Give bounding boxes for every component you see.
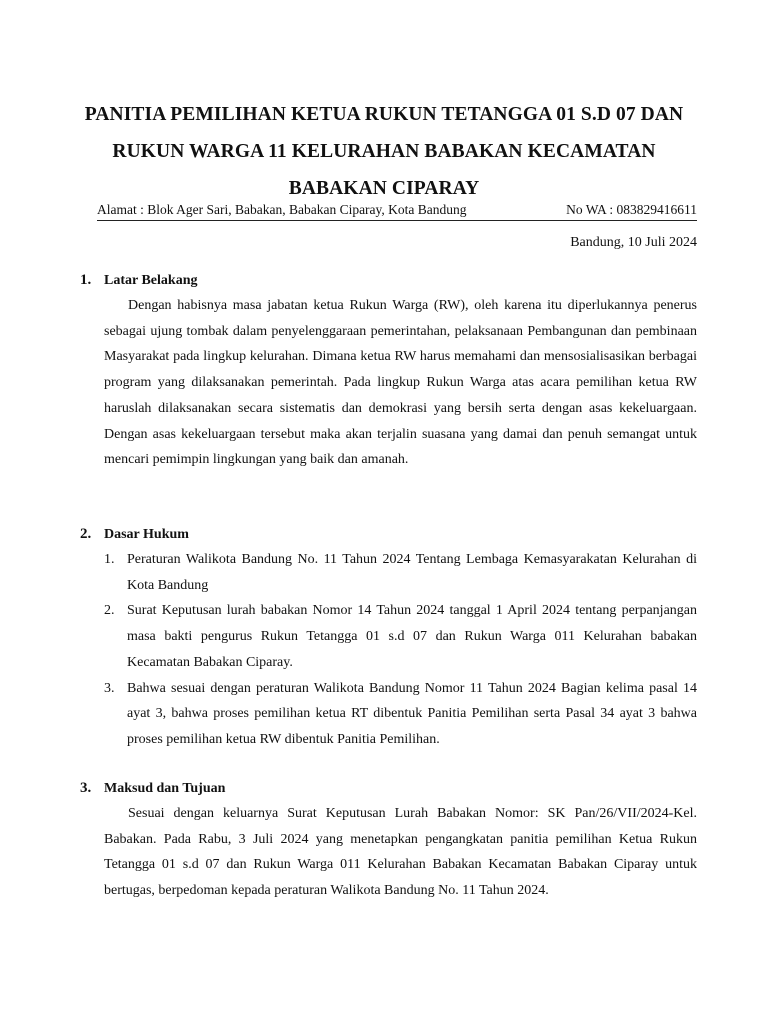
title-line: PANITIA PEMILIHAN KETUA RUKUN TETANGGA 01 S.D 07 DAN bbox=[84, 104, 684, 125]
list-item-text: Peraturan Walikota Bandung No. 11 Tahun 2024 Tentang Lembaga Kemasyarakatan Kelurahan di Kota Bandung bbox=[127, 552, 697, 593]
legal-basis-list bbox=[104, 547, 697, 753]
address-text: Alamat : Blok Ager Sari, Babakan, Babakan Ciparay, Kota Bandung bbox=[97, 202, 467, 217]
section-number: 1. bbox=[80, 272, 92, 288]
section-number: 3. bbox=[80, 780, 92, 796]
section-title: Latar Belakang bbox=[104, 273, 198, 288]
list-item-number: 1. bbox=[104, 552, 115, 567]
letterhead-contact-line bbox=[97, 202, 697, 221]
section-title: Dasar Hukum bbox=[104, 527, 189, 542]
document-title bbox=[60, 96, 708, 207]
list-item-number: 2. bbox=[104, 603, 115, 619]
list-item bbox=[104, 598, 697, 675]
title-line: RUKUN WARGA 11 KELURAHAN BABAKAN KECAMATAN bbox=[112, 141, 656, 162]
list-item bbox=[104, 676, 697, 753]
section-number: 2. bbox=[80, 526, 92, 542]
letter-date: Bandung, 10 Juli 2024 bbox=[570, 235, 697, 250]
list-item bbox=[104, 547, 697, 598]
list-item-text: Bahwa sesuai dengan peraturan Walikota Bandung Nomor 11 Tahun 2024 Bagian kelima pasal 14 ayat 3, bahwa proses pemilihan ketua RT dibentuk Panitia Pemilihan serta Pasal 34 ayat 3 bahwa proses pemilihan ketua RW dibentuk Panitia Pemilihan. bbox=[127, 680, 697, 747]
section-paragraph: Sesuai dengan keluarnya Surat Keputusan Lurah Babakan Nomor: SK Pan/26/VII/2024-Kel. Babakan. Pada Rabu, 3 Juli 2024 yang menetapkan pengangkatan panitia pemilihan Ketua Rukun Tetangga 01 s.d 07 dan Rukun Warga 011 Kelurahan Babakan Kecamatan Babakan Ciparay untuk bertugas, berpedoman kepada peraturan Walikota Bandung No. 11 Tahun 2024. bbox=[104, 806, 697, 899]
section-paragraph: Dengan habisnya masa jabatan ketua Rukun Warga (RW), oleh karena itu diperlukannya penerus sebagai ujung tombak dalam penyelenggaraan pemerintahan, pelaksanaan Pembangunan dan pembinaan Masyarakat pada lingkup kelurahan. Dimana ketua RW harus memahami dan mensosialisasikan berbagai program yang dilaksanakan pemerintah. Pada lingkup Rukun Warga atas acara pemilihan ketua RW haruslah dilaksanakan secara sistematis dan demokrasi yang bersih serta dengan asas kekeluargaan. Dengan asas kekeluargaan tersebut maka akan terjalin suasana yang damai dan penuh semangat untuk mencari pemimpin lingkungan yang baik dan amanah. bbox=[104, 298, 697, 468]
section-title: Maksud dan Tujuan bbox=[104, 781, 226, 796]
list-item-number: 3. bbox=[104, 680, 115, 696]
list-item-text: Surat Keputusan lurah babakan Nomor 14 Tahun 2024 tanggal 1 April 2024 tentang perpanjangan masa bakti pengurus Rukun Tetangga 01 s.d 07 dan Rukun Warga 011 Kelurahan babakan Kecamatan Babakan Ciparay. bbox=[127, 603, 697, 670]
whatsapp-number: No WA : 083829416611 bbox=[566, 202, 697, 217]
title-line: BABAKAN CIPARAY bbox=[288, 178, 480, 199]
